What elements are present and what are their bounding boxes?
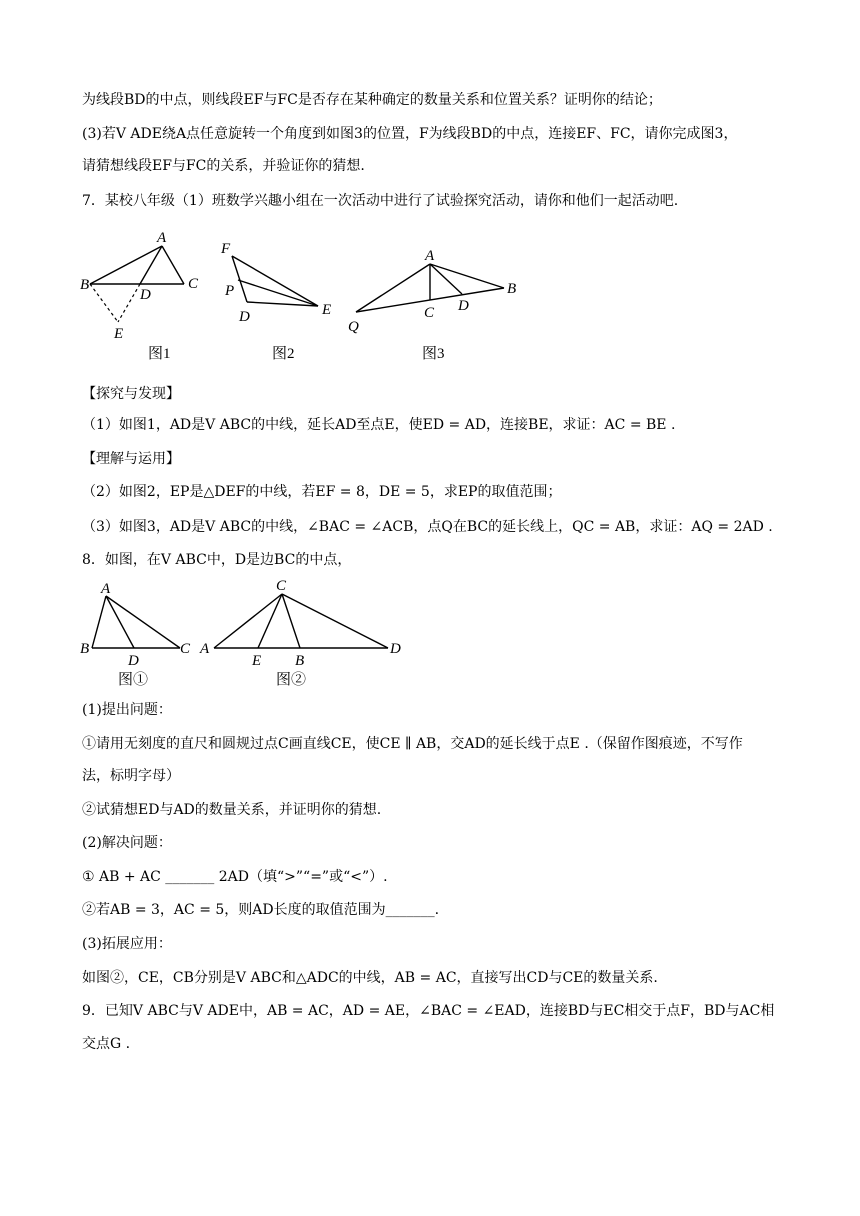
text-line: ②试猜想ED与AD的数量关系，并证明你的猜想. bbox=[82, 802, 382, 818]
figure-caption: 图① bbox=[118, 672, 149, 688]
question-8-stem: 8．如图，在V ABC中，D是边BC的中点， bbox=[82, 552, 352, 568]
fig-label: E bbox=[114, 326, 124, 342]
figure-caption: 图② bbox=[276, 672, 307, 688]
q7-figure-2 bbox=[220, 241, 331, 362]
text-line: 为线段BD的中点，则线段EF与FC是否存在某种确定的数量关系和位置关系？证明你的结论； bbox=[82, 92, 662, 108]
fig-label: C bbox=[180, 641, 191, 657]
fig-label: C bbox=[424, 305, 435, 321]
fig-label: E bbox=[252, 653, 262, 669]
fig-label: C bbox=[276, 578, 287, 594]
fig-label: E bbox=[322, 302, 332, 318]
question-7-stem: 7．某校八年级（1）班数学兴趣小组在一次活动中进行了试验探究活动，请你和他们一起活动吧. bbox=[82, 193, 679, 209]
fig-label: B bbox=[507, 281, 517, 297]
fig-label: A bbox=[200, 641, 210, 657]
fig-label: F bbox=[221, 241, 231, 257]
fig-label: D bbox=[128, 653, 139, 669]
fig-label: P bbox=[225, 283, 235, 299]
fig-label: A bbox=[101, 581, 111, 597]
q7-figure-3 bbox=[348, 248, 516, 362]
fig-label: A bbox=[157, 230, 167, 246]
q7-figure-1 bbox=[80, 230, 199, 362]
fig-label: D bbox=[390, 641, 401, 657]
text-line: ① AB + AC _______ 2AD（填“>”“=”或“<”）. bbox=[82, 869, 388, 885]
text-line: 法，标明字母） bbox=[82, 768, 180, 784]
text-line: ①请用无刻度的直尺和圆规过点C画直线CE，使CE ∥ AB，交AD的延长线于点E .（保留作图痕迹，不写作 bbox=[82, 736, 743, 752]
fig-label: D bbox=[239, 309, 250, 325]
text-line: （3）如图3，AD是V ABC的中线，∠BAC = ∠ACB，点Q在BC的延长线上，QC = AB，求证：AQ = 2AD . bbox=[82, 519, 773, 535]
text-line: ②若AB = 3，AC = 5，则AD长度的取值范围为_______. bbox=[82, 902, 440, 918]
fig-label: A bbox=[425, 248, 435, 264]
question-9-stem: 9．已知V ABC与V ADE中，AB = AC，AD = AE，∠BAC = ∠EAD，连接BD与EC相交于点F，BD与AC相 bbox=[82, 1003, 775, 1019]
fig-label: D bbox=[140, 287, 151, 303]
text-line: （1）如图1，AD是V ABC的中线，延长AD至点E，使ED = AD，连接BE，求证：AC = BE . bbox=[82, 417, 676, 433]
text-line: (1)提出问题： bbox=[82, 702, 172, 718]
text-line: (2)解决问题： bbox=[82, 835, 172, 851]
fig-label: B bbox=[80, 641, 90, 657]
q8-figures bbox=[76, 576, 416, 694]
text-line: （2）如图2，EP是△DEF的中线，若EF = 8，DE = 5，求EP的取值范围； bbox=[82, 484, 562, 500]
figure-caption: 图3 bbox=[422, 346, 445, 362]
text-line: (3)若V ADE绕A点任意旋转一个角度到如图3的位置，F为线段BD的中点，连接EF、FC，请你完成图3， bbox=[82, 126, 738, 142]
q8-figure-2 bbox=[199, 578, 401, 688]
text-line: 请猜想线段EF与FC的关系，并验证你的猜想. bbox=[82, 158, 365, 174]
section-heading: 【理解与运用】 bbox=[82, 451, 180, 467]
fig-label: Q bbox=[348, 319, 359, 335]
fig-label: B bbox=[80, 277, 90, 293]
figure-caption: 图1 bbox=[148, 346, 171, 362]
section-heading: 【探究与发现】 bbox=[82, 386, 180, 402]
fig-label: B bbox=[295, 653, 305, 669]
figure-caption: 图2 bbox=[272, 346, 295, 362]
text-line: 如图②，CE，CB分别是V ABC和△ADC的中线，AB = AC，直接写出CD与CE的数量关系. bbox=[82, 970, 658, 986]
q7-figures bbox=[78, 228, 518, 368]
text-line: 交点G . bbox=[82, 1036, 131, 1052]
fig-label: C bbox=[188, 276, 199, 292]
text-line: (3)拓展应用： bbox=[82, 936, 172, 952]
fig-label: D bbox=[458, 298, 469, 314]
q8-figure-1 bbox=[80, 581, 191, 688]
